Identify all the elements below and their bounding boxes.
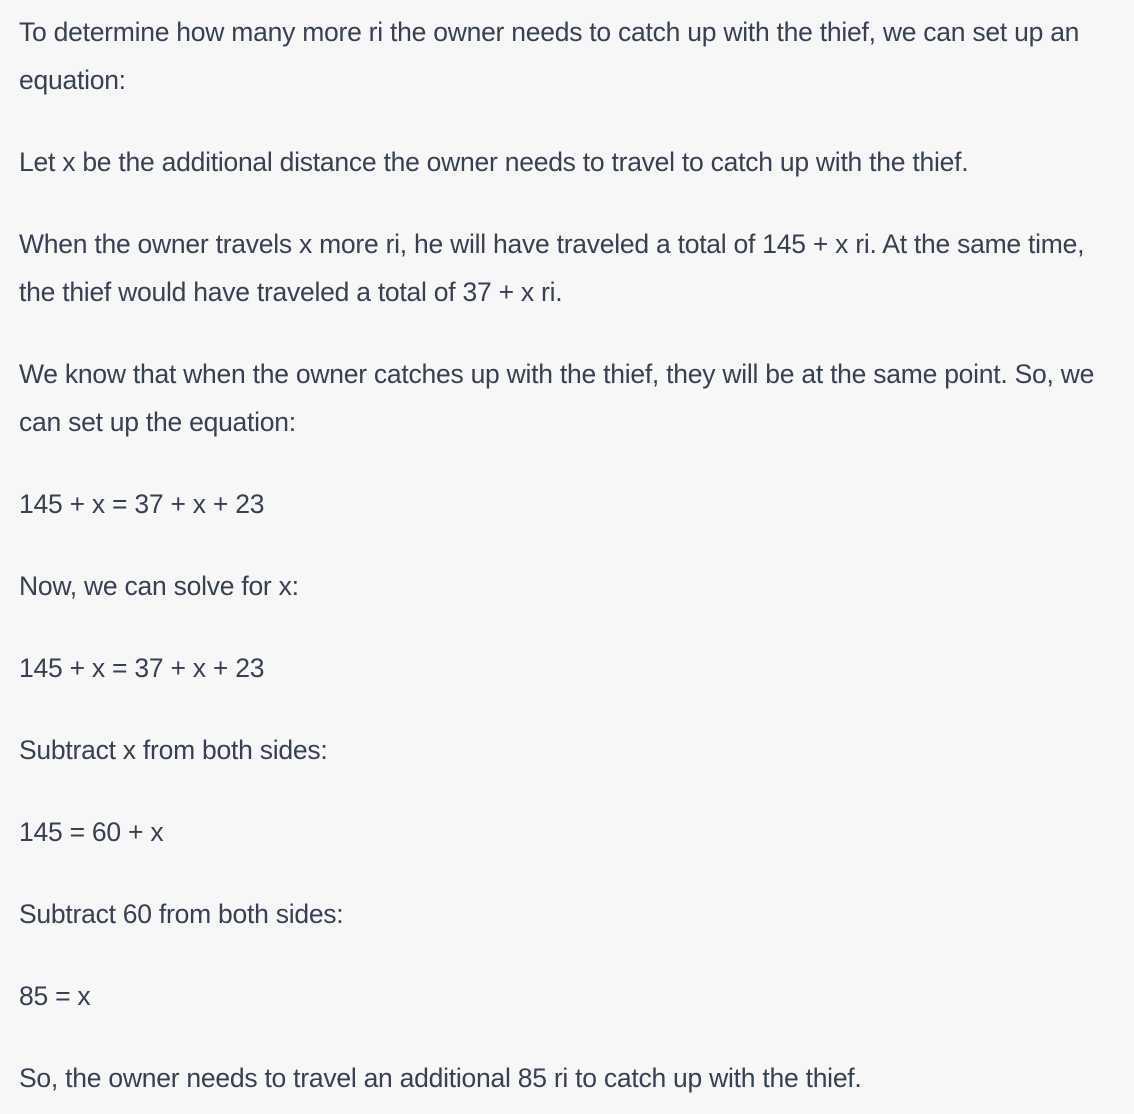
- equation-line: 145 + x = 37 + x + 23: [19, 489, 265, 519]
- solve-intro: Now, we can solve for x:: [19, 571, 299, 601]
- distance-explanation: When the owner travels x more ri, he will have traveled a total of 145 + x ri. At the same time, the thief would have traveled a total of 37 + x ri.: [19, 229, 1085, 307]
- step-subtract-x: Subtract x from both sides:: [19, 735, 328, 765]
- result-equation: 85 = x: [19, 981, 91, 1011]
- step-subtract-60: Subtract 60 from both sides:: [19, 899, 344, 929]
- equation-setup-text: We know that when the owner catches up with the thief, they will be at the same point. So, we can set up the equation:: [19, 359, 1095, 437]
- conclusion-paragraph: So, the owner needs to travel an additional 85 ri to catch up with the thief.: [19, 1063, 862, 1093]
- variable-definition: Let x be the additional distance the owner needs to travel to catch up with the thief.: [19, 147, 969, 177]
- intro-paragraph: To determine how many more ri the owner needs to catch up with the thief, we can set up an equation:: [19, 17, 1080, 95]
- equation-line-repeat: 145 + x = 37 + x + 23: [19, 653, 265, 683]
- intermediate-equation: 145 = 60 + x: [19, 817, 164, 847]
